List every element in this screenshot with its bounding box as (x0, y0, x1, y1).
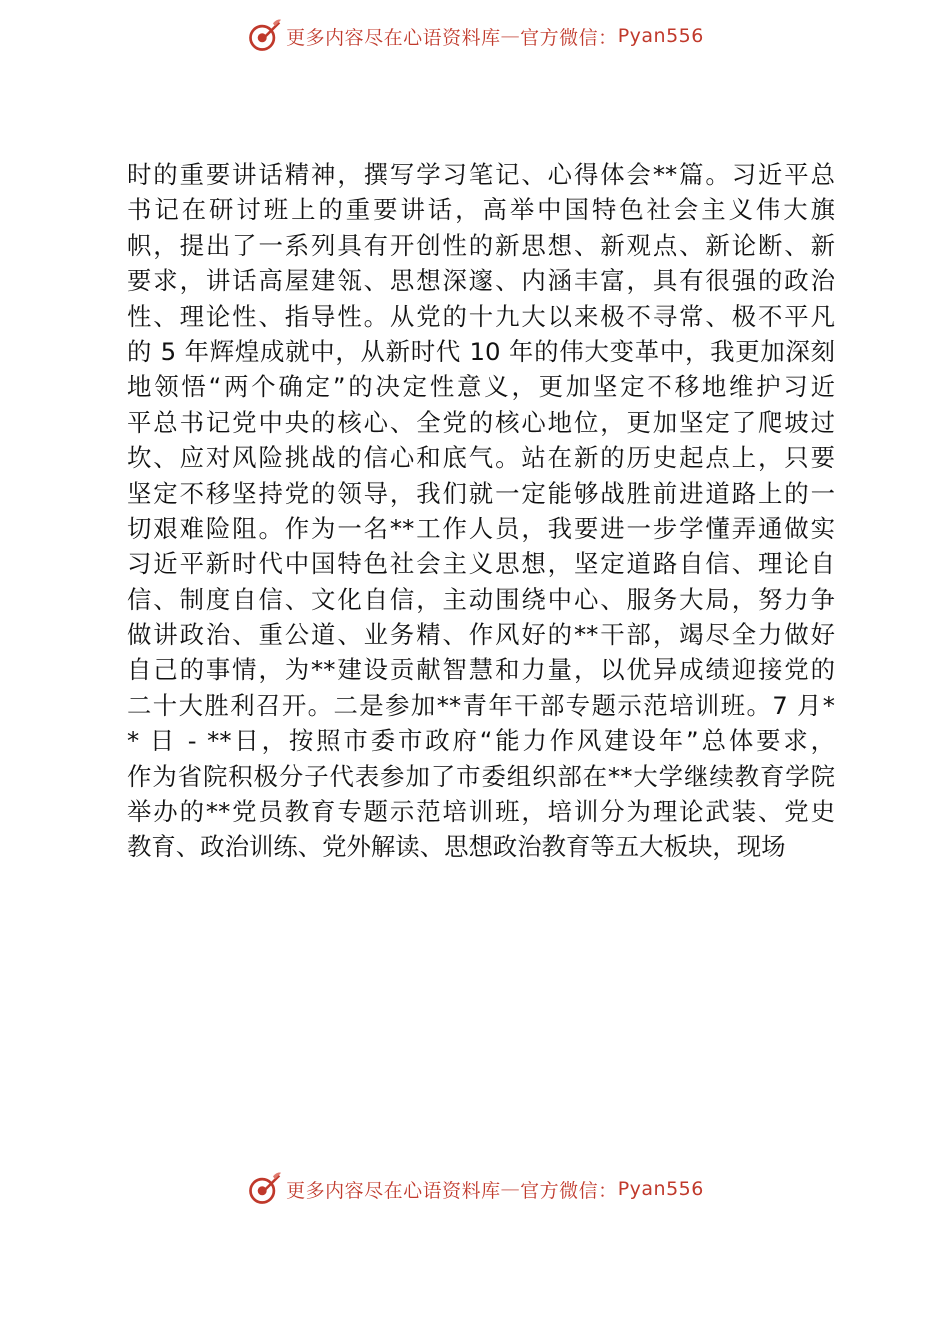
body-line: 坚定不移坚持党的领导，我们就一定能够战胜前进道路上的一 (127, 478, 835, 508)
watermark-prefix: 更多内容尽在心语资料库 (286, 26, 501, 49)
body-line: 作为省院积极分子代表参加了市委组织部在**大学继续教育学院 (127, 761, 835, 791)
body-line: 的 5 年辉煌成就中，从新时代 10 年的伟大变革中，我更加深刻 (127, 336, 835, 366)
footer-watermark (0, 1169, 950, 1209)
pen-logo-icon (246, 18, 282, 54)
watermark-wechat-id: Pyan556 (617, 1178, 704, 1200)
document-body (127, 157, 835, 865)
body-line: 教育、政治训练、党外解读、思想政治教育等五大板块，现场 (127, 832, 786, 862)
body-line: 习近平新时代中国特色社会主义思想，坚定道路自信、理论自 (127, 549, 835, 579)
body-line: 二十大胜利召开。二是参加**青年干部专题示范培训班。7 月* (127, 690, 835, 720)
body-line: 信、制度自信、文化自信，主动围绕中心、服务大局，努力争 (127, 584, 835, 614)
body-line: 时的重要讲话精神，撰写学习笔记、心得体会**篇。习近平总 (127, 160, 835, 189)
body-line: 帜，提出了一系列具有开创性的新思想、新观点、新论断、新 (127, 230, 835, 260)
body-line: 地领悟“两个确定”的决定性意义，更加坚定不移地维护习近 (127, 372, 835, 402)
body-line: 平总书记党中央的核心、全党的核心地位，更加坚定了爬坡过 (127, 407, 835, 437)
pen-logo-icon (246, 1171, 282, 1207)
body-line: 坎、应对风险挑战的信心和底气。站在新的历史起点上，只要 (127, 443, 835, 473)
watermark-prefix: 更多内容尽在心语资料库 (286, 1179, 501, 1202)
watermark-suffix: 官方微信： (520, 1179, 618, 1202)
body-line: 要求，讲话高屋建瓴、思想深邃、内涵丰富，具有很强的政治 (127, 266, 835, 296)
watermark-suffix: 官方微信： (520, 26, 618, 49)
body-line: 自己的事情，为**建设贡献智慧和力量，以优异成绩迎接党的 (127, 655, 835, 685)
watermark-separator: — (500, 1178, 521, 1200)
body-line: 切艰难险阻。作为一名**工作人员，我要进一步学懂弄通做实 (127, 513, 835, 543)
watermark-wechat-id: Pyan556 (617, 25, 704, 47)
body-line: * 日 - **日，按照市委市政府“能力作风建设年”总体要求， (127, 726, 835, 756)
body-line: 性、理论性、指导性。从党的十九大以来极不寻常、极不平凡 (127, 301, 835, 331)
watermark-separator: — (500, 25, 521, 47)
header-watermark (0, 16, 950, 56)
body-line: 书记在研讨班上的重要讲话，高举中国特色社会主义伟大旗 (127, 195, 835, 225)
body-line: 举办的**党员教育专题示范培训班，培训分为理论武装、党史 (127, 797, 835, 827)
body-line: 做讲政治、重公道、业务精、作风好的**干部，竭尽全力做好 (127, 620, 835, 650)
